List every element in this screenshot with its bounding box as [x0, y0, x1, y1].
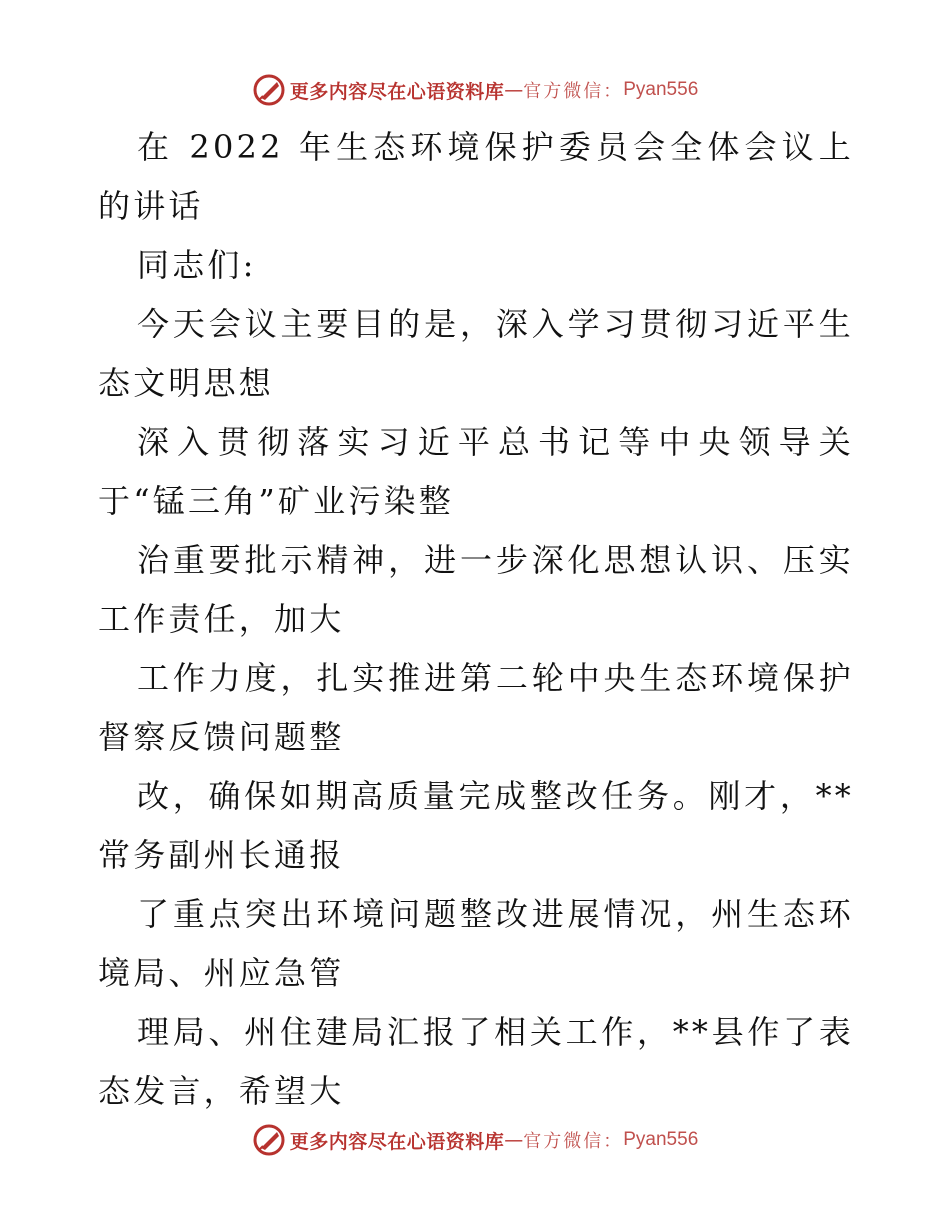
watermark-dash: — [504, 79, 524, 101]
body-paragraph: 了重点突出环境问题整改进展情况，州生态环境局、州应急管 [98, 895, 854, 992]
body-paragraph: 今天会议主要目的是，深入学习贯彻习近平生态文明思想 [98, 305, 854, 402]
quill-logo-icon [252, 1123, 286, 1157]
watermark-main-text: 更多内容尽在心语资料库 [289, 1130, 505, 1153]
body-paragraph: 工作力度，扎实推进第二轮中央生态环境保护督察反馈问题整 [98, 659, 854, 756]
body-paragraph: 理局、州住建局汇报了相关工作，**县作了表态发言，希望大 [98, 1013, 854, 1110]
watermark-wechat-id: Pyan556 [623, 1129, 699, 1150]
watermark-wechat-id: Pyan556 [623, 79, 699, 100]
quill-logo-icon [252, 73, 286, 107]
header-watermark [0, 70, 950, 110]
document-title: 在 2022 年生态环境保护委员会全体会议上的讲话 [98, 128, 854, 225]
salutation: 同志们: [137, 246, 257, 284]
body-paragraph: 深入贯彻落实习近平总书记等中央领导关于“锰三角”矿业污染整 [98, 423, 854, 520]
footer-watermark [0, 1120, 950, 1160]
watermark-wechat-label: 官方微信： [523, 1131, 624, 1152]
watermark-dash: — [504, 1129, 524, 1151]
body-paragraph: 治重要批示精神，进一步深化思想认识、压实工作责任，加大 [98, 541, 854, 638]
watermark-main-text: 更多内容尽在心语资料库 [289, 80, 505, 103]
body-paragraph: 改，确保如期高质量完成整改任务。刚才，**常务副州长通报 [98, 777, 854, 874]
document-body [98, 118, 854, 1121]
watermark-wechat-label: 官方微信： [523, 81, 624, 102]
